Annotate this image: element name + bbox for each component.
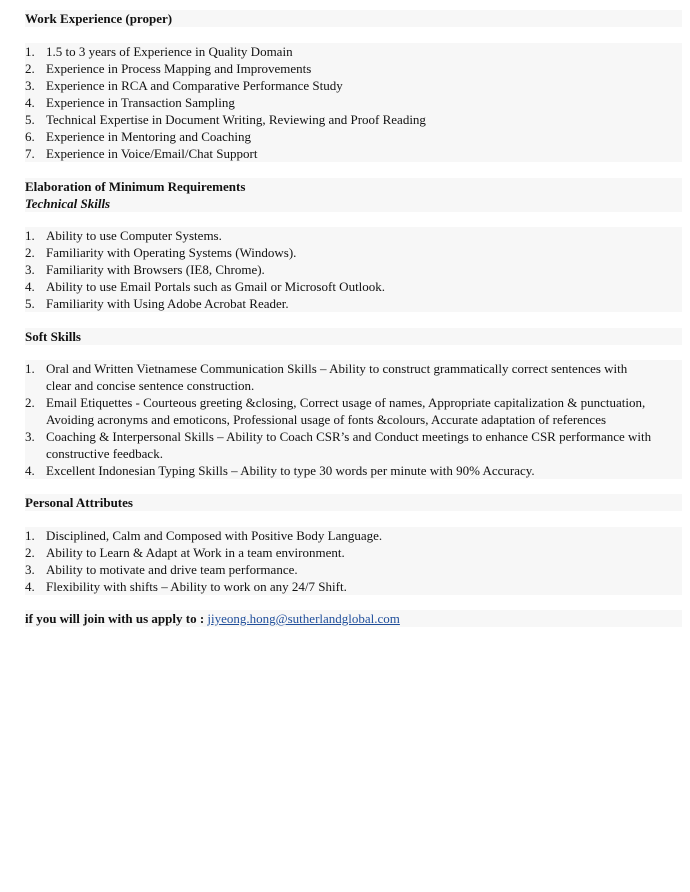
item-number: 2. (25, 61, 35, 76)
item-number: 3. (25, 262, 35, 277)
item-text-line: Coaching & Interpersonal Skills – Ability to Coach CSR’s and Conduct meetings to enhance CSR performance with (46, 429, 652, 444)
item-text-line: clear and concise sentence construction. (46, 378, 255, 393)
item-number: 1. (25, 228, 35, 243)
soft-skills-heading: Soft Skills (25, 329, 81, 344)
item-text: Experience in Voice/Email/Chat Support (46, 146, 258, 161)
item-text-line: Email Etiquettes - Courteous greeting &closing, Correct usage of names, Appropriate capitalization & punctuation, (46, 395, 646, 410)
technical-skills-subheading: Technical Skills (25, 196, 111, 211)
item-number: 7. (25, 146, 35, 161)
elaboration-heading: Elaboration of Minimum Requirements (25, 179, 246, 194)
item-text (46, 360, 682, 394)
item-text (46, 428, 682, 462)
item-number: 2. (25, 545, 35, 560)
item-number: 4. (25, 279, 35, 294)
heading-band (25, 328, 682, 345)
item-text: Familiarity with Using Adobe Acrobat Reader. (46, 296, 289, 311)
personal-attributes-heading: Personal Attributes (25, 495, 133, 510)
item-text: Flexibility with shifts – Ability to work on any 24/7 Shift. (46, 579, 347, 594)
item-text: Ability to Learn & Adapt at Work in a team environment. (46, 545, 345, 560)
item-text: Experience in RCA and Comparative Performance Study (46, 78, 343, 93)
work-experience-heading: Work Experience (proper) (25, 11, 173, 26)
item-text: Technical Expertise in Document Writing, Reviewing and Proof Reading (46, 112, 426, 127)
item-text: Experience in Process Mapping and Improvements (46, 61, 312, 76)
item-text: Ability to use Computer Systems. (46, 228, 222, 243)
item-text-line: Excellent Indonesian Typing Skills – Ability to type 30 words per minute with 90% Accuracy. (46, 463, 535, 478)
item-text: Experience in Mentoring and Coaching (46, 129, 252, 144)
item-number: 4. (25, 463, 35, 478)
item-text: Disciplined, Calm and Composed with Positive Body Language. (46, 528, 383, 543)
item-number: 2. (25, 245, 35, 260)
apply-email-link[interactable]: jiyeong.hong@sutherlandglobal.com (207, 611, 400, 626)
item-number: 2. (25, 395, 35, 410)
apply-footer (25, 610, 400, 627)
apply-text: if you will join with us apply to : (25, 611, 208, 626)
item-number: 1. (25, 361, 35, 376)
item-number: 1. (25, 528, 35, 543)
item-text-line: Avoiding acronyms and emoticons, Professional usage of fonts &colours, Accurate adaptation of references (46, 412, 607, 427)
item-text (46, 394, 682, 428)
item-text: 1.5 to 3 years of Experience in Quality Domain (46, 44, 293, 59)
item-number: 5. (25, 296, 35, 311)
item-text: Experience in Transaction Sampling (46, 95, 235, 110)
item-number: 4. (25, 579, 35, 594)
item-number: 3. (25, 429, 35, 444)
item-number: 3. (25, 78, 35, 93)
item-number: 4. (25, 95, 35, 110)
item-text: Ability to motivate and drive team performance. (46, 562, 298, 577)
item-text-line: constructive feedback. (46, 446, 163, 461)
item-number: 3. (25, 562, 35, 577)
item-number: 1. (25, 44, 35, 59)
item-text: Familiarity with Operating Systems (Windows). (46, 245, 297, 260)
item-text (46, 462, 682, 479)
item-text: Familiarity with Browsers (IE8, Chrome). (46, 262, 265, 277)
item-number: 5. (25, 112, 35, 127)
item-text-line: Oral and Written Vietnamese Communication Skills – Ability to construct grammatically correct sentences with (46, 361, 628, 376)
item-number: 6. (25, 129, 35, 144)
item-text: Ability to use Email Portals such as Gmail or Microsoft Outlook. (46, 279, 386, 294)
